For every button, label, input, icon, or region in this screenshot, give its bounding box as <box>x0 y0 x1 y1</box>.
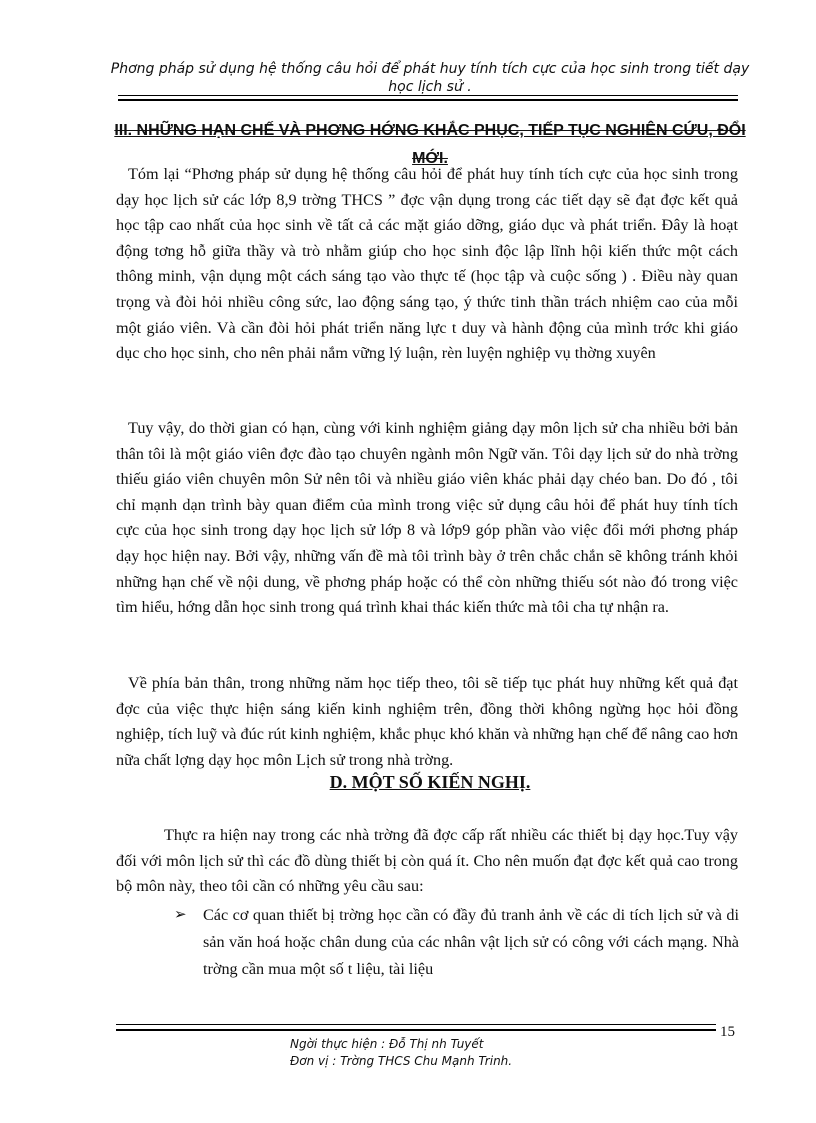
paragraph-future-plans: Về phía bản thân, trong những năm học tiếp theo, tôi sẽ tiếp tục phát huy những kết quả đạt đợc của việc thực hiện sáng kiến kinh nghiệm trên, đồng thời không ngừng học hỏi đồng nghiệp, tích luỹ và đúc rút kinh nghiệm, khắc phục khó khăn và những hạn chế để nâng cao hơn nữa chất lợng dạy học môn Lịch sử trong nhà trờng. <box>116 674 738 769</box>
header-rule-top <box>118 95 738 96</box>
header-rule-bottom <box>118 99 738 101</box>
document-header-title: Phơng pháp sử dụng hệ thống câu hỏi để phát huy tính tích cực của học sinh trong tiết dạy học lịch sử . <box>110 61 750 95</box>
footer-rule-top <box>116 1024 716 1025</box>
recommendations-heading: D. MỘT SỐ KIẾN NGHỊ. <box>329 772 531 792</box>
recommendations-intro: Thực ra hiện nay trong các nhà trờng đã đợc cấp rất nhiều các thiết bị dạy học.Tuy vậy đối với môn lịch sử thì các đồ dùng thiết bị còn quá ít. Cho nên muốn đạt đợc kết quả cao trong bộ môn này, theo tôi cần có những yêu cầu sau: <box>116 826 738 896</box>
footer-unit: Đơn vị : Trờng THCS Chu Mạnh Trinh. <box>290 1054 513 1068</box>
footer-author: Ngời thực hiện : Đỗ Thị nh Tuyết <box>290 1037 484 1051</box>
recommendation-item: Các cơ quan thiết bị trờng học cần có đầy đủ tranh ảnh về các di tích lịch sử và di sản văn hoá hoặc chân dung của các nhân vật lịch sử có công với cách mạng. Nhà trờng cần mua một số t liệu, tài liệu <box>203 906 739 978</box>
page-number: 15 <box>720 1024 735 1040</box>
footer-rule-bottom <box>116 1029 716 1031</box>
section-heading: III. NHỮNG HẠN CHẾ VÀ PHƠNG HỚNG KHẮC PHỤC, TIẾP TỤC NGHIÊN CỨU, ĐỔI MỚI. <box>114 122 746 167</box>
paragraph-limitations: Tuy vậy, do thời gian có hạn, cùng với kinh nghiệm giảng dạy môn lịch sử cha nhiều bởi bản thân tôi là một giáo viên đợc đào tạo chuyên ngành môn Ngữ văn. Tôi dạy lịch sử do nhà trờng thiếu giáo viên chuyên môn Sử nên tôi và nhiều giáo viên khác phải dạy chéo ban. Do đó , tôi chỉ mạnh dạn trình bày quan điểm của mình trong việc sử dụng câu hỏi để phát huy tính tích cực của học sinh trong dạy học lịch sử lớp 8 và lớp9 góp phần vào việc đổi mới phơng pháp dạy học hiện nay. Bởi vậy, những vấn đề mà tôi trình bày ở trên chắc chắn sẽ không tránh khỏi những hạn chế về nội dung, về phơng pháp hoặc có thể còn những thiếu sót nào đó trong việc tìm hiểu, hớng dẫn học sinh trong quá trình khai thác kiến thức mà tôi cha tự nhận ra. <box>116 419 738 617</box>
arrow-bullet-icon: ➢ <box>174 907 187 923</box>
paragraph-summary: Tóm lại “Phơng pháp sử dụng hệ thống câu hỏi để phát huy tính tích cực của học sinh trong dạy học lịch sử các lớp 8,9 trờng THCS ” đợc vận dụng trong các tiết dạy sẽ đạt đợc kết quả học tập cao nhất của học sinh về tất cả các mặt giáo dỡng, giáo dục và phát triển. Đây là hoạt động tơng hỗ giữa thầy và trò nhằm giúp cho học sinh độc lập lĩnh hội kiến thức một cách thông minh, vận dụng một cách sáng tạo vào thực tế (học tập và cuộc sống ) . Điều này quan trọng và đòi hỏi nhiều công sức, lao động sáng tạo, ý thức tinh thần trách nhiệm cao của mỗi một giáo viên. Và cần đòi hỏi phát triển năng lực t duy và hành động của mình trớc khi giáo dục cho học sinh, cho nên phải nắm vững lý luận, rèn luyện nghiệp vụ thờng xuyên <box>116 165 738 363</box>
